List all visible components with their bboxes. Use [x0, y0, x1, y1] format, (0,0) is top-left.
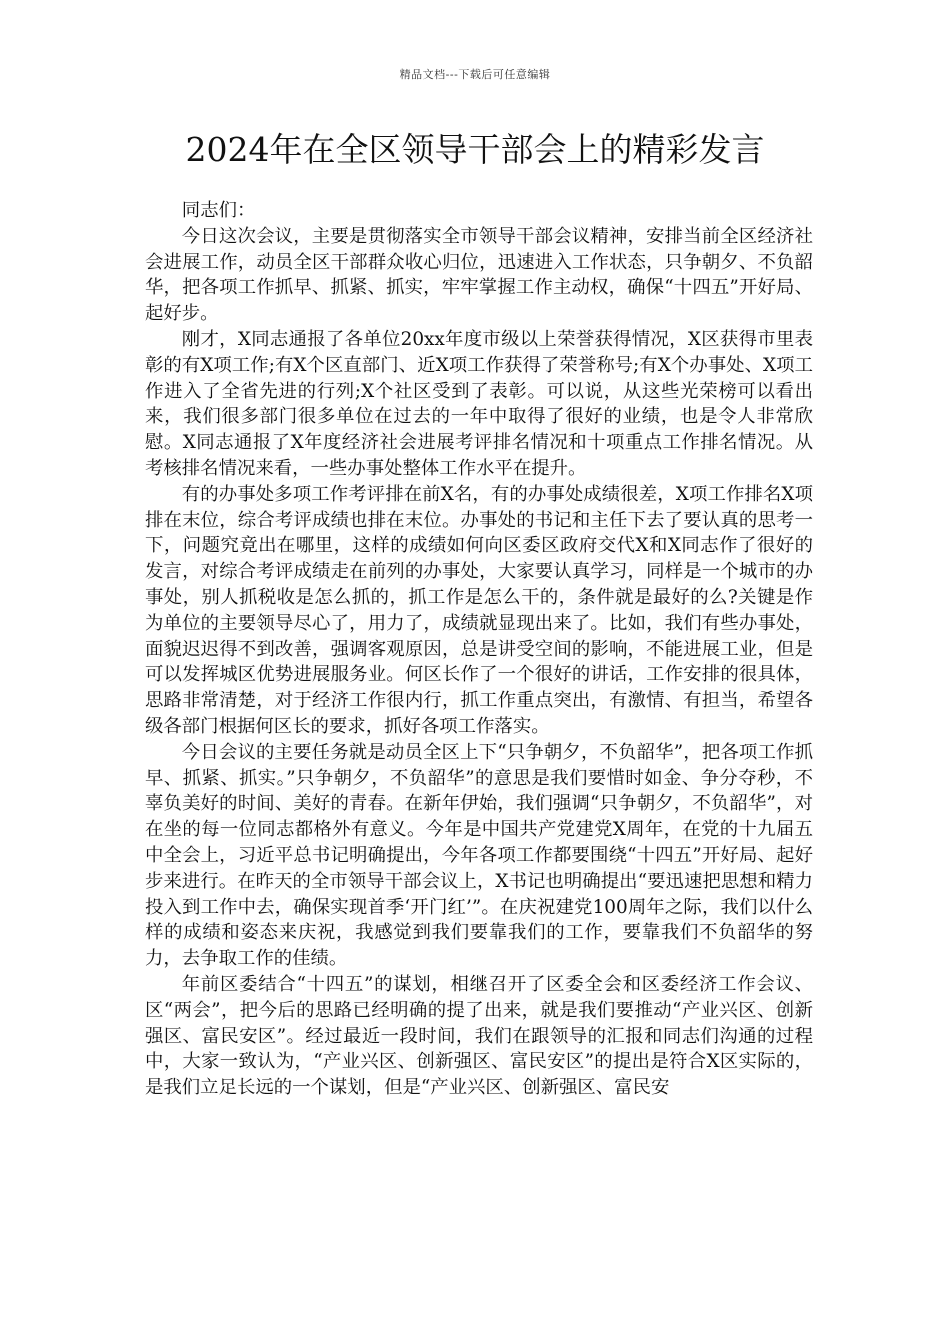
- paragraph-4: 今日会议的主要任务就是动员全区上下“只争朝夕，不负韶华”，把各项工作抓早、抓紧、抓实。”只争朝夕，不负韶华”的意思是我们要惜时如金、争分夺秒，不辜负美好的时间、美好的青春。在新年伊始，我们强调“只争朝夕，不负韶华”，对在坐的每一位同志都格外有意义。今年是中国共产党建党X周年，在党的十九届五中全会上，习近平总书记明确提出，今年各项工作都要围绕“十四五”开好局、起好步来进行。在昨天的全市领导干部会议上，X书记也明确提出“要迅速把思想和精力投入到工作中去，确保实现首季‘开门红’”。在庆祝建党100周年之际，我们以什么样的成绩和姿态来庆祝，我感觉到我们要靠我们的工作，要靠我们不负韶华的努力，去争取工作的佳绩。: [145, 741, 813, 970]
- paragraph-3: 有的办事处多项工作考评排在前X名，有的办事处成绩很差，X项工作排名X项排在末位，综合考评成绩也排在末位。办事处的书记和主任下去了要认真的思考一下，问题究竟出在哪里，这样的成绩如何向区委区政府交代X和X同志作了很好的发言，对综合考评成绩走在前列的办事处，大家要认真学习，同样是一个城市的办事处，别人抓税收是怎么抓的，抓工作是怎么干的，条件就是最好的么?关键是作为单位的主要领导尽心了，用力了，成绩就显现出来了。比如，我们有些办事处，面貌迟迟得不到改善，强调客观原因，总是讲受空间的影响，不能进展工业，但是可以发挥城区优势进展服务业。何区长作了一个很好的讲话，工作安排的很具体，思路非常清楚，对于经济工作很内行，抓工作重点突出，有激情、有担当，希望各级各部门根据何区长的要求，抓好各项工作落实。: [145, 483, 813, 737]
- salutation: 同志们：: [181, 200, 256, 221]
- paragraph-1: 今日这次会议，主要是贯彻落实全市领导干部会议精神，安排当前全区经济社会进展工作，动员全区干部群众收心归位，迅速进入工作状态，只争朝夕、不负韶华，把各项工作抓早、抓紧、抓实，牢牢掌握工作主动权，确保“十四五”开好局、起好步。: [145, 225, 813, 325]
- document-body: [145, 198, 813, 1101]
- header-note: 精品文档---下载后可任意编辑: [399, 68, 551, 81]
- paragraph-5: 年前区委结合“十四五”的谋划，相继召开了区委全会和区委经济工作会议、区“两会”，把今后的思路已经明确的提了出来，就是我们要推动“产业兴区、创新强区、富民安区”。经过最近一段时间，我们在跟领导的汇报和同志们沟通的过程中，大家一致认为，“产业兴区、创新强区、富民安区”的提出是符合X区实际的，是我们立足长远的一个谋划，但是“产业兴区、创新强区、富民安: [145, 973, 813, 1099]
- document-title: 2024年在全区领导干部会上的精彩发言: [185, 130, 765, 169]
- paragraph-2: 刚才，X同志通报了各单位20xx年度市级以上荣誉获得情况，X区获得市里表彰的有X项工作;有X个区直部门、近X项工作获得了荣誉称号;有X个办事处、X项工作进入了全省先进的行列;X个社区受到了表彰。可以说，从这些光荣榜可以看出来，我们很多部门很多单位在过去的一年中取得了很好的业绩，也是令人非常欣慰。X同志通报了X年度经济社会进展考评排名情况和十项重点工作排名情况。从考核排名情况来看，一些办事处整体工作水平在提升。: [145, 328, 813, 479]
